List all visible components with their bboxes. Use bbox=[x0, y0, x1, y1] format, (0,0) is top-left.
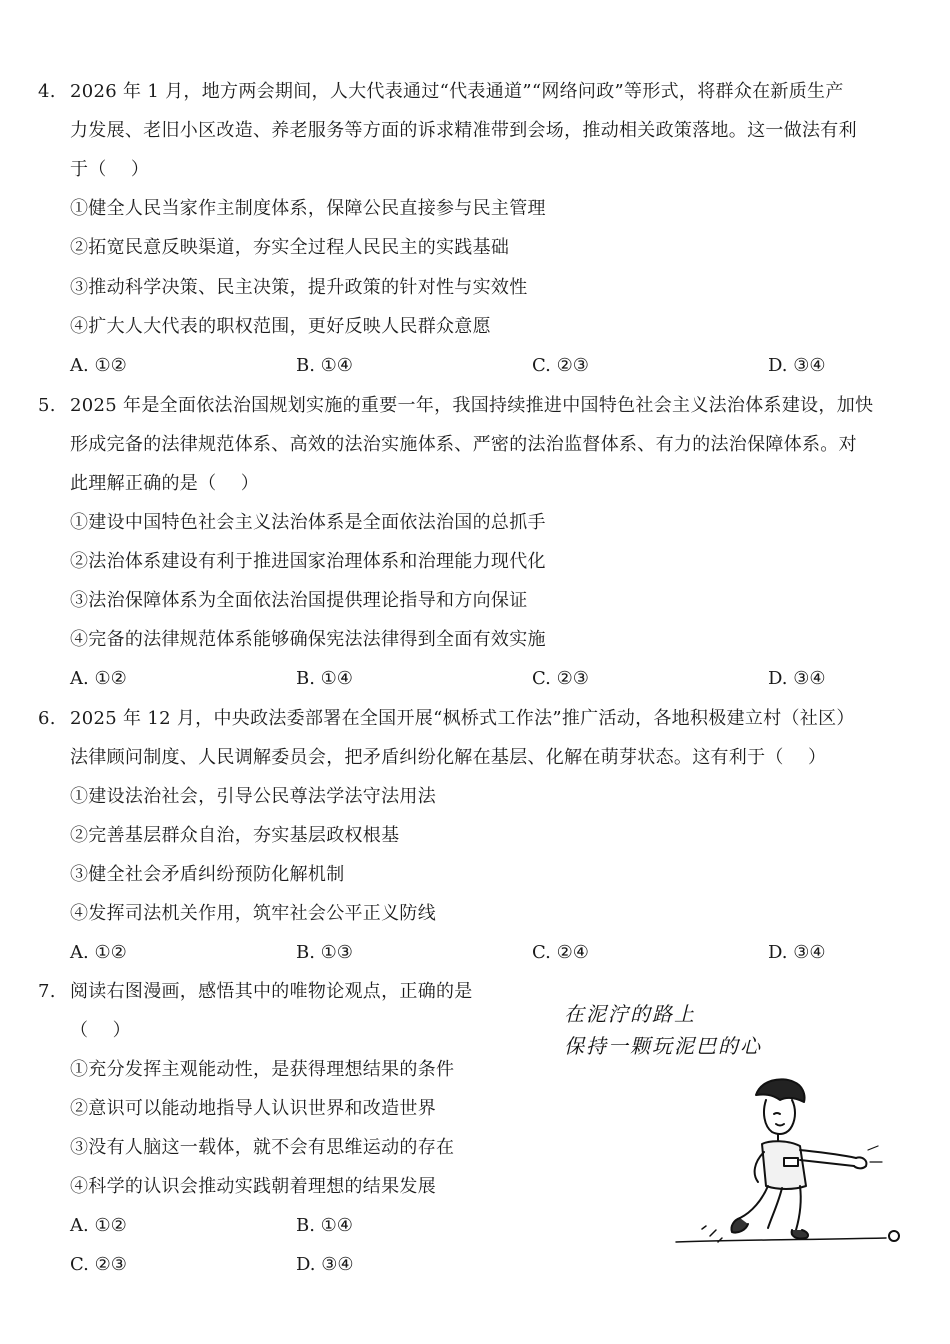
statement-option: ①充分发挥主观能动性，是获得理想结果的条件 bbox=[70, 1059, 455, 1080]
statement-option: ④发挥司法机关作用，筑牢社会公平正义防线 bbox=[70, 903, 436, 924]
answer-choice-d: D. ③④ bbox=[768, 355, 826, 376]
answer-choice-a: A. ①② bbox=[70, 355, 127, 376]
statement-option: ④扩大人大代表的职权范围，更好反映人民群众意愿 bbox=[70, 316, 491, 337]
answer-choice-d: D. ③④ bbox=[768, 942, 826, 963]
cartoon-caption-line-2: 保持一颗玩泥巴的心 bbox=[564, 1034, 762, 1058]
cartoon-figure-drawing bbox=[556, 990, 916, 1250]
statement-option: ①建设法治社会，引导公民尊法学法守法用法 bbox=[70, 786, 436, 807]
statement-option: ①建设中国特色社会主义法治体系是全面依法治国的总抓手 bbox=[70, 512, 546, 533]
answer-choice-a: A. ①② bbox=[70, 668, 127, 689]
answer-choice-c: C. ②③ bbox=[532, 668, 589, 689]
question-number: 5. bbox=[38, 395, 56, 416]
answer-choice-c: C. ②③ bbox=[532, 355, 589, 376]
cartoon-caption-line-1: 在泥泞的路上 bbox=[564, 1002, 696, 1026]
answer-choice-a: A. ①② bbox=[70, 942, 127, 963]
statement-option: ①健全人民当家作主制度体系，保障公民直接参与民主管理 bbox=[70, 198, 546, 219]
answer-choice-d: D. ③④ bbox=[296, 1254, 354, 1275]
question-stem-line: 形成完备的法律规范体系、高效的法治实施体系、严密的法治监督体系、有力的法治保障体系。对 bbox=[70, 434, 857, 455]
statement-option: ②拓宽民意反映渠道，夯实全过程人民民主的实践基础 bbox=[70, 237, 510, 258]
statement-option: ③法治保障体系为全面依法治国提供理论指导和方向保证 bbox=[70, 590, 528, 611]
statement-option: ②完善基层群众自治，夯实基层政权根基 bbox=[70, 825, 400, 846]
question-stem-line: 此理解正确的是（ ） bbox=[70, 473, 260, 494]
question-stem-line: 2026 年 1 月，地方两会期间，人大代表通过“代表通道”“网络问政”等形式，将群众在新质生产 bbox=[70, 81, 844, 102]
question-stem-line: 法律顾问制度、人民调解委员会，把矛盾纠纷化解在基层、化解在萌芽状态。这有利于（ ） bbox=[70, 747, 827, 768]
question-number: 7. bbox=[38, 981, 56, 1002]
statement-option: ②法治体系建设有利于推进国家治理体系和治理能力现代化 bbox=[70, 551, 546, 572]
answer-choice-b: B. ①④ bbox=[296, 355, 353, 376]
answer-choice-d: D. ③④ bbox=[768, 668, 826, 689]
question-stem-line: 2025 年 12 月，中央政法委部署在全国开展“枫桥式工作法”推广活动，各地积极建立村（社区） bbox=[70, 708, 855, 729]
answer-choice-c: C. ②④ bbox=[532, 942, 589, 963]
question-stem-line: （ ） bbox=[70, 1020, 131, 1041]
statement-option: ④科学的认识会推动实践朝着理想的结果发展 bbox=[70, 1176, 436, 1197]
question-number: 4. bbox=[38, 81, 56, 102]
statement-option: ③健全社会矛盾纠纷预防化解机制 bbox=[70, 864, 345, 885]
answer-choice-b: B. ①④ bbox=[296, 1215, 353, 1236]
answer-choice-b: B. ①④ bbox=[296, 668, 353, 689]
statement-option: ④完备的法律规范体系能够确保宪法法律得到全面有效实施 bbox=[70, 629, 546, 650]
answer-choice-a: A. ①② bbox=[70, 1215, 127, 1236]
cartoon-illustration bbox=[556, 990, 916, 1250]
statement-option: ③推动科学决策、民主决策，提升政策的针对性与实效性 bbox=[70, 277, 528, 298]
question-stem-line: 于（ ） bbox=[70, 159, 150, 180]
question-stem-line: 力发展、老旧小区改造、养老服务等方面的诉求精准带到会场，推动相关政策落地。这一做法有利 bbox=[70, 120, 857, 141]
question-stem-line: 阅读右图漫画，感悟其中的唯物论观点，正确的是 bbox=[70, 981, 473, 1002]
statement-option: ②意识可以能动地指导人认识世界和改造世界 bbox=[70, 1098, 436, 1119]
question-stem-line: 2025 年是全面依法治国规划实施的重要一年，我国持续推进中国特色社会主义法治体系建设，加快 bbox=[70, 395, 874, 416]
answer-choice-c: C. ②③ bbox=[70, 1254, 127, 1275]
question-number: 6. bbox=[38, 708, 56, 729]
statement-option: ③没有人脑这一载体，就不会有思维运动的存在 bbox=[70, 1137, 455, 1158]
answer-choice-b: B. ①③ bbox=[296, 942, 353, 963]
